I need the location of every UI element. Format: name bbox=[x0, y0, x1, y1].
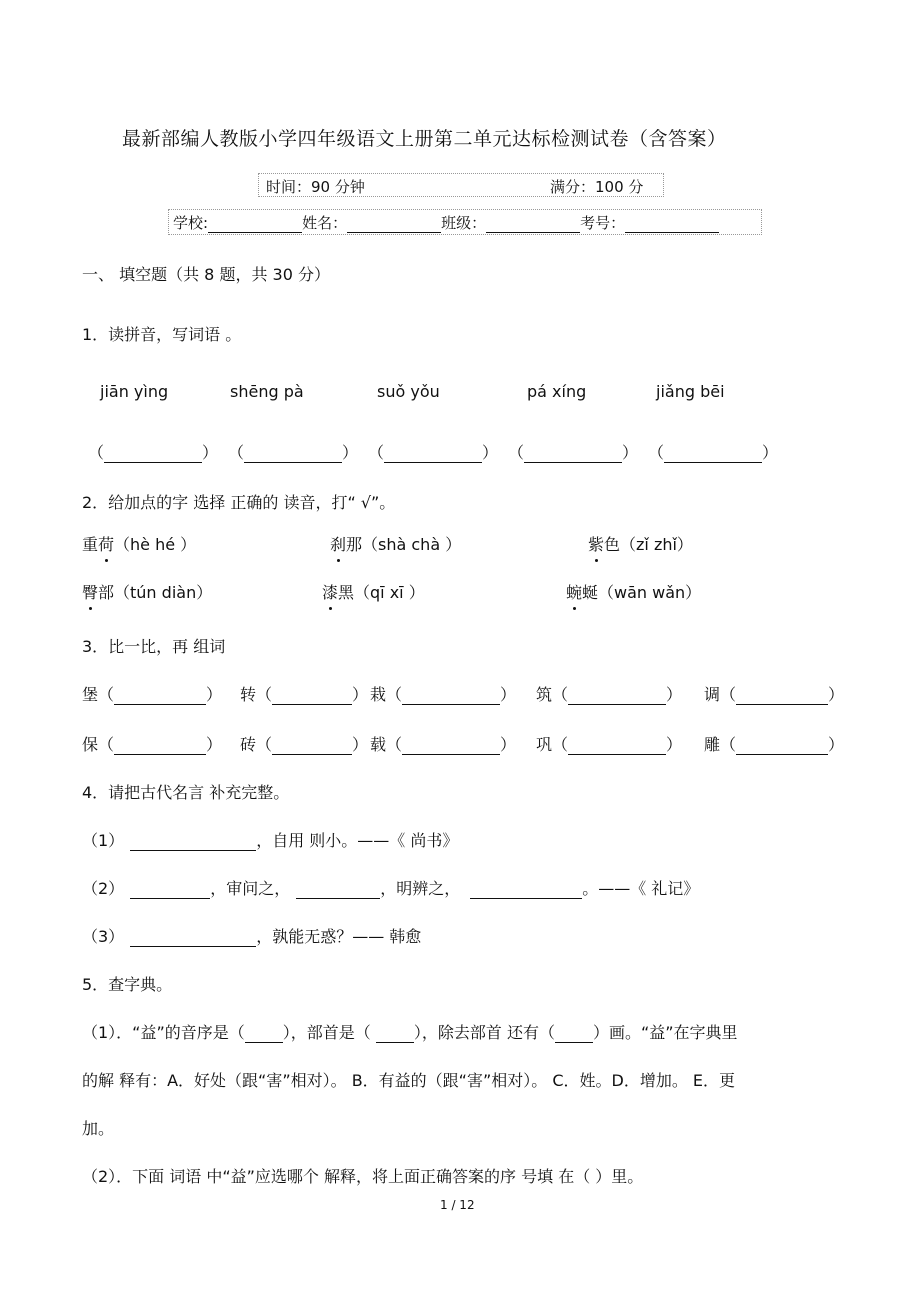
q4-text: ，明辨之， bbox=[380, 879, 461, 898]
class-blank[interactable] bbox=[486, 214, 580, 233]
q3-blank[interactable] bbox=[402, 686, 500, 705]
q5-part1-line3: 加。 bbox=[82, 1119, 115, 1138]
q3-blank[interactable] bbox=[272, 686, 352, 705]
q3-row2-item-2: 砖（ ） bbox=[240, 735, 369, 754]
q5-part1-line1 bbox=[82, 1020, 738, 1043]
q4-num: （3） bbox=[82, 927, 125, 946]
q2-item-5[interactable] bbox=[322, 580, 425, 603]
q3-row1-item-5: 调（ ） bbox=[704, 685, 845, 704]
q5-text: ）画。“益”在字典里 bbox=[592, 1023, 738, 1042]
q5-blank[interactable] bbox=[376, 1024, 414, 1043]
q4-text: 。——《 礼记》 bbox=[582, 879, 700, 898]
score-label: 满分： bbox=[550, 178, 596, 196]
q4-blank[interactable] bbox=[130, 832, 256, 851]
q5-blank[interactable] bbox=[245, 1024, 283, 1043]
q1-blank-2[interactable] bbox=[244, 444, 342, 463]
q2-item-5-dotted: 漆 bbox=[322, 580, 338, 603]
q1-answer-5: （ ） bbox=[648, 443, 779, 462]
q5-text: ），部首是（ bbox=[282, 1023, 376, 1042]
q4-line-2 bbox=[82, 876, 699, 899]
q2-item-6[interactable] bbox=[566, 580, 701, 603]
q3-char: 载 bbox=[370, 735, 387, 754]
class-label: 班级： bbox=[441, 214, 487, 232]
q3-row2-item-3: 载（ ） bbox=[370, 735, 517, 754]
q2-item-1-dotted: 荷 bbox=[98, 532, 114, 555]
q2-item-5-options: 黑（qī xī ） bbox=[338, 583, 425, 602]
time-value: 90 分钟 bbox=[311, 178, 365, 196]
school-label: 学校: bbox=[173, 214, 209, 232]
q4-title: 4．请把古代名言 补充完整。 bbox=[82, 783, 290, 802]
q4-text: ，孰能无惑？—— 韩愈 bbox=[256, 927, 422, 946]
exam-no-label: 考号： bbox=[580, 214, 626, 232]
pinyin-3: suǒ yǒu bbox=[377, 382, 440, 401]
name-blank[interactable] bbox=[347, 214, 441, 233]
q5-text: （1）．“益”的音序是（ bbox=[82, 1023, 245, 1042]
pinyin-4: pá xíng bbox=[527, 382, 587, 401]
name-label: 姓名： bbox=[302, 214, 348, 232]
q5-part2: （2）．下面 词语 中“益”应选哪个 解释，将上面正确答案的序 号填 在（ ）里。 bbox=[82, 1167, 644, 1186]
q3-row1-item-4: 筑（ ） bbox=[536, 685, 683, 704]
q3-blank[interactable] bbox=[736, 736, 828, 755]
q3-char: 转 bbox=[240, 685, 257, 704]
q4-line-1 bbox=[82, 828, 458, 851]
q5-title: 5．查字典。 bbox=[82, 975, 173, 994]
q1-title: 1．读拼音，写词语 。 bbox=[82, 325, 242, 344]
q3-title: 3．比一比，再 组词 bbox=[82, 637, 226, 656]
q4-blank[interactable] bbox=[130, 880, 210, 899]
q3-char: 保 bbox=[82, 735, 99, 754]
q2-item-4-options: 部（tún diàn） bbox=[98, 583, 213, 602]
page-number: 1 / 12 bbox=[440, 1198, 475, 1212]
q2-item-1-options: （hè hé ） bbox=[114, 535, 197, 554]
q4-num: （2） bbox=[82, 879, 125, 898]
q2-item-6-dotted: 蜿 bbox=[566, 580, 582, 603]
q2-item-1-pre: 重 bbox=[82, 535, 99, 554]
exam-no-blank[interactable] bbox=[625, 214, 719, 233]
q3-char: 砖 bbox=[240, 735, 257, 754]
q3-char: 堡 bbox=[82, 685, 99, 704]
q3-row1-item-1: 堡（ ） bbox=[82, 685, 223, 704]
time-info bbox=[266, 176, 365, 197]
q3-row1-item-3: 栽（ ） bbox=[370, 685, 517, 704]
q3-char: 雕 bbox=[704, 735, 721, 754]
q3-blank[interactable] bbox=[736, 686, 828, 705]
q5-text: ），除去部首 还有（ bbox=[413, 1023, 555, 1042]
q5-part1-line2: 的解 释有：A．好处（跟“害”相对）。 B．有益的（跟“害”相对）。 C．姓。D．增加。 E．更 bbox=[82, 1071, 736, 1090]
q5-blank[interactable] bbox=[555, 1024, 593, 1043]
q3-blank[interactable] bbox=[114, 686, 206, 705]
q2-title: 2．给加点的字 选择 正确的 读音，打“ √”。 bbox=[82, 493, 396, 512]
q2-item-2-dotted: 刹 bbox=[330, 532, 346, 555]
pinyin-2: shēng pà bbox=[230, 382, 304, 401]
q2-item-2[interactable] bbox=[330, 532, 461, 555]
q3-row2-item-5: 雕（ ） bbox=[704, 735, 845, 754]
q2-item-1[interactable] bbox=[82, 532, 196, 555]
q3-blank[interactable] bbox=[568, 736, 666, 755]
q2-item-3-dotted: 紫 bbox=[588, 532, 604, 555]
section-heading: 一、 填空题（共 8 题，共 30 分） bbox=[82, 265, 330, 284]
q4-blank[interactable] bbox=[130, 928, 256, 947]
q4-text: ，自用 则小。——《 尚书》 bbox=[256, 831, 459, 850]
student-info-row bbox=[173, 212, 719, 233]
q2-item-4-dotted: 臀 bbox=[82, 580, 98, 603]
q1-answer-3: （ ） bbox=[368, 443, 499, 462]
q4-blank[interactable] bbox=[296, 880, 380, 899]
q2-item-3[interactable] bbox=[588, 532, 693, 555]
school-blank[interactable] bbox=[208, 214, 302, 233]
q3-blank[interactable] bbox=[568, 686, 666, 705]
q2-item-3-options: 色（zǐ zhǐ） bbox=[604, 535, 693, 554]
q3-row2-item-1: 保（ ） bbox=[82, 735, 223, 754]
q1-blank-1[interactable] bbox=[104, 444, 202, 463]
time-label: 时间： bbox=[266, 178, 312, 196]
q3-blank[interactable] bbox=[114, 736, 206, 755]
score-info bbox=[550, 176, 643, 197]
q3-char: 栽 bbox=[370, 685, 387, 704]
q1-answer-4: （ ） bbox=[508, 443, 639, 462]
q1-blank-5[interactable] bbox=[664, 444, 762, 463]
q3-char: 巩 bbox=[536, 735, 553, 754]
pinyin-5: jiǎng bēi bbox=[656, 382, 725, 401]
q3-char: 筑 bbox=[536, 685, 553, 704]
document-title: 最新部编人教版小学四年级语文上册第二单元达标检测试卷（含答案） bbox=[122, 128, 727, 150]
q1-blank-4[interactable] bbox=[524, 444, 622, 463]
q2-item-2-options: 那（shà chà ） bbox=[346, 535, 462, 554]
q1-blank-3[interactable] bbox=[384, 444, 482, 463]
q1-answer-1: （ ） bbox=[88, 443, 219, 462]
q3-blank[interactable] bbox=[402, 736, 500, 755]
q3-blank[interactable] bbox=[272, 736, 352, 755]
q2-item-6-options: 蜒（wān wǎn） bbox=[582, 583, 702, 602]
score-value: 100 分 bbox=[595, 178, 644, 196]
q3-row1-item-2: 转（ ） bbox=[240, 685, 369, 704]
q4-blank[interactable] bbox=[470, 880, 582, 899]
q4-num: （1） bbox=[82, 831, 125, 850]
q3-row2-item-4: 巩（ ） bbox=[536, 735, 683, 754]
q2-item-4[interactable] bbox=[82, 580, 212, 603]
pinyin-1: jiān yìng bbox=[100, 382, 169, 401]
q4-text: ，审问之， bbox=[210, 879, 291, 898]
q1-answer-2: （ ） bbox=[228, 443, 359, 462]
q3-char: 调 bbox=[704, 685, 721, 704]
q4-line-3 bbox=[82, 924, 421, 947]
